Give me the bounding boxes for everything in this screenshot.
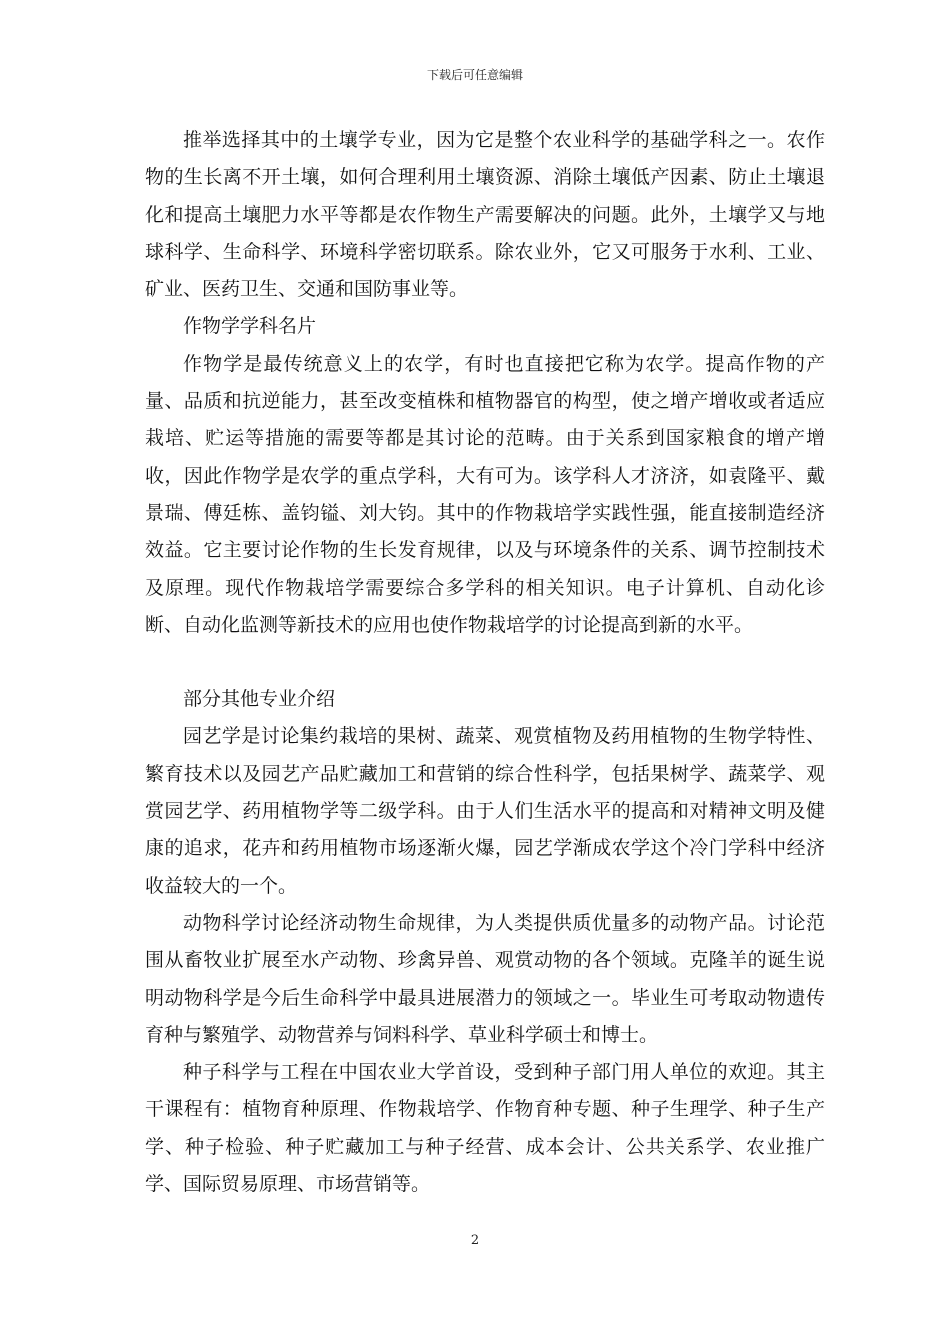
document-body — [145, 122, 825, 1203]
paragraph-seed-science: 种子科学与工程在中国农业大学首设，受到种子部门用人单位的欢迎。其主干课程有：植物育种原理、作物栽培学、作物育种专题、种子生理学、种子生产学、种子检验、种子贮藏加工与种子经营、成本会计、公共关系学、农业推广学、国际贸易原理、市场营销等。 — [145, 1061, 825, 1196]
paragraph-crop-science: 作物学是最传统意义上的农学，有时也直接把它称为农学。提高作物的产量、品质和抗逆能力，甚至改变植株和植物器官的构型，使之增产增收或者适应栽培、贮运等措施的需要等都是其讨论的范畴。由于关系到国家粮食的增产增收，因此作物学是农学的重点学科，大有可为。该学科人才济济，如袁隆平、戴景瑞、傅廷栋、盖钧镒、刘大钧。其中的作物栽培学实践性强，能直接制造经济效益。它主要讨论作物的生长发育规律，以及与环境条件的关系、调节控制技术及原理。现代作物栽培学需要综合多学科的相关知识。电子计算机、自动化诊断、自动化监测等新技术的应用也使作物栽培学的讨论提高到新的水平。 — [145, 352, 825, 636]
paragraph-animal-science: 动物科学讨论经济动物生命规律，为人类提供质优量多的动物产品。讨论范围从畜牧业扩展至水产动物、珍禽异兽、观赏动物的各个领域。克隆羊的诞生说明动物科学是今后生命科学中最具进展潜力的领域之一。毕业生可考取动物遗传育种与繁殖学、动物营养与饲料科学、草业科学硕士和博士。 — [145, 911, 825, 1046]
heading-other-majors: 部分其他专业介绍 — [183, 688, 336, 711]
paragraph-soil-science: 推举选择其中的土壤学专业，因为它是整个农业科学的基础学科之一。农作物的生长离不开土壤，如何合理利用土壤资源、消除土壤低产因素、防止土壤退化和提高土壤肥力水平等都是农作物生产需要解决的问题。此外，土壤学又与地球科学、生命科学、环境科学密切联系。除农业外，它又可服务于水利、工业、矿业、医药卫生、交通和国防事业等。 — [145, 129, 825, 301]
paragraph-horticulture: 园艺学是讨论集约栽培的果树、蔬菜、观赏植物及药用植物的生物学特性、繁育技术以及园艺产品贮藏加工和营销的综合性科学，包括果树学、蔬菜学、观赏园艺学、药用植物学等二级学科。由于人们生活水平的提高和对精神文明及健康的追求，花卉和药用植物市场逐渐火爆，园艺学渐成农学这个冷门学科中经济收益较大的一个。 — [145, 725, 825, 897]
page-header-note: 下载后可任意编辑 — [426, 68, 523, 82]
blank-line — [145, 644, 825, 681]
page-number: 2 — [470, 1233, 480, 1248]
heading-crop-science: 作物学学科名片 — [183, 315, 317, 338]
